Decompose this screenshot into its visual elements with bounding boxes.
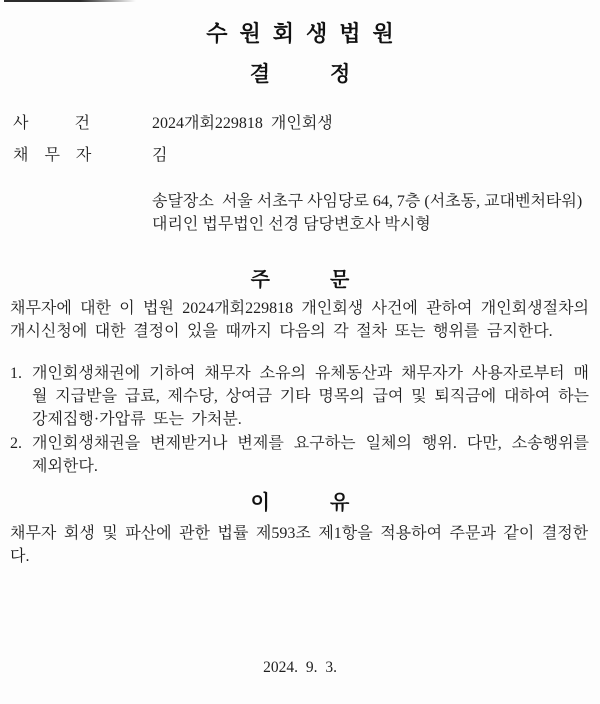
reason-heading: 이유: [250, 492, 410, 514]
case-label: 사건: [13, 115, 136, 132]
party-detail-block: [152, 190, 592, 236]
reason-paragraph: 채무자 회생 및 파산에 관한 법률 제593조 제1항을 적용하여 주문과 같이 결정한다.: [10, 525, 589, 566]
order-item-number: 1.: [10, 365, 22, 382]
order-item: [10, 432, 589, 478]
order-item-text: 개인회생채권에 기하여 채무자 소유의 유체동산과 채무자가 사용자로부터 매월 지급받을 급료, 제수당, 상여금 기타 명목의 급여 및 퇴직금에 대하여 하는 강제집행·가압류 또는 가처분.: [32, 365, 589, 429]
service-address-line: 송달장소 서울 서초구 사임당로 64, 7층 (서초동, 교대벤처타워): [152, 193, 583, 210]
decision-title: 결정: [249, 63, 411, 86]
order-heading: 주문: [250, 269, 410, 291]
debtor-label: 채무자: [13, 147, 108, 164]
order-item-number: 2.: [10, 434, 22, 452]
order-intro-paragraph: 채무자에 대한 이 법원 2024개회229818 개인회생 사건에 관하여 개인회생절차의 개시신청에 대한 결정이 있을 때까지 다음의 각 절차 또는 행위를 금지한다.: [10, 300, 589, 341]
decision-date: 2024. 9. 3.: [263, 659, 337, 676]
order-item-list: [10, 362, 589, 478]
debtor-row: [13, 146, 590, 166]
debtor-value: 김: [152, 147, 168, 164]
order-item: [10, 362, 589, 432]
scan-artifact-line: [4, 0, 136, 2]
case-value: 2024개회229818 개인회생: [152, 115, 333, 132]
court-name: 수원회생법원: [206, 21, 406, 46]
attorney-line: 대리인 법무법인 선경 담당변호사 박시형: [152, 216, 431, 233]
case-row: [13, 114, 590, 134]
order-item-text: 개인회생채권을 변제받거나 변제를 요구하는 일체의 행위. 다만, 소송행위를 제외한다.: [32, 434, 589, 475]
